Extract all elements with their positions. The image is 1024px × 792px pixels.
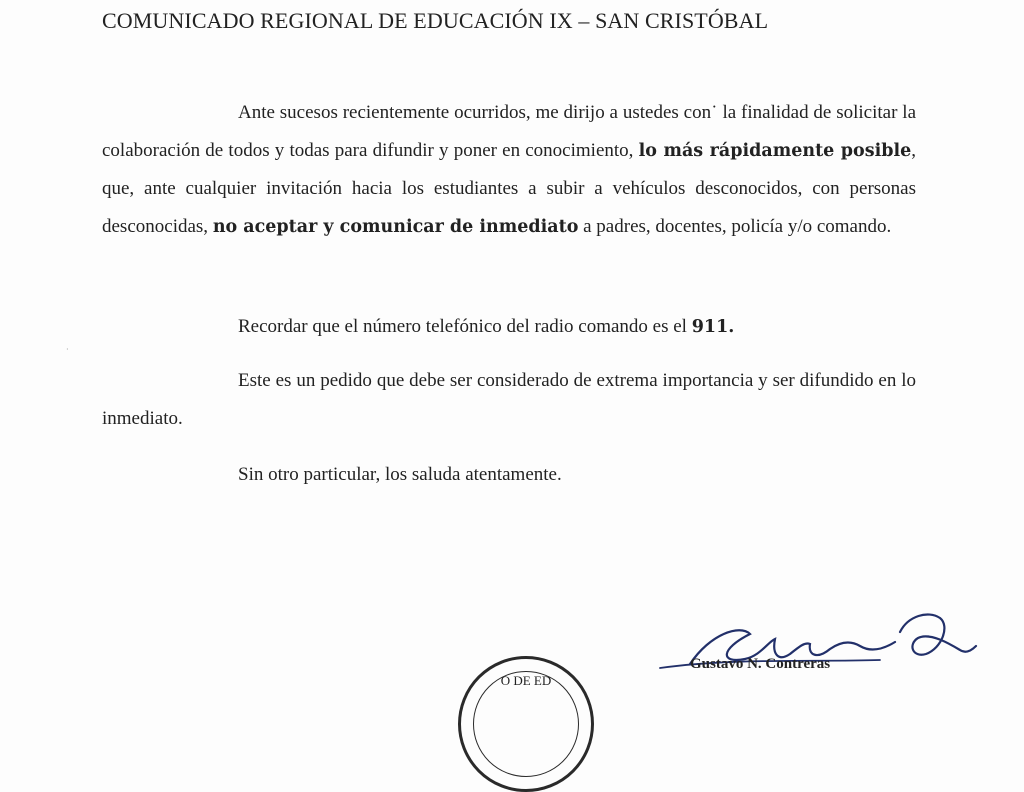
paragraph-intro bbox=[102, 94, 916, 246]
emphasis-do-not-accept: no aceptar y comunicar de inmediato bbox=[212, 217, 579, 237]
paragraph-phone-text: Recordar que el número telefónico del radio comando es el bbox=[238, 316, 692, 337]
paragraph-phone bbox=[102, 308, 916, 346]
paragraph-request: Este es un pedido que debe ser considerado de extrema importancia y ser difundido en lo inmediato. bbox=[102, 370, 916, 429]
official-seal bbox=[458, 656, 594, 792]
document-heading: COMUNICADO REGIONAL DE EDUCACIÓN IX – SAN CRISTÓBAL bbox=[102, 8, 769, 33]
emphasis-rapidly: lo más rápidamente posible bbox=[638, 141, 912, 161]
signer-name: Gustavo N. Contreras bbox=[690, 656, 831, 672]
emphasis-phone-number: 911. bbox=[691, 317, 735, 337]
paragraph-closing: Sin otro particular, los saluda atentamente. bbox=[238, 464, 562, 485]
paragraph-intro-text-1: Ante sucesos recientemente ocurridos, me dirijo a ustedes con˙ la finalidad de solicitar la colaboración de todos y todas para difundir y poner en conocimiento, bbox=[102, 102, 916, 161]
scan-mark: · bbox=[66, 345, 69, 354]
paragraph-intro-text-3: a padres, docentes, policía y/o comando. bbox=[578, 216, 892, 237]
paragraph-intro-text-2: , que, ante cualquier invitación hacia los estudiantes a subir a vehículos desconocidos, con personas desconocidas, bbox=[102, 140, 916, 237]
official-seal-text: O DE ED bbox=[500, 673, 552, 688]
